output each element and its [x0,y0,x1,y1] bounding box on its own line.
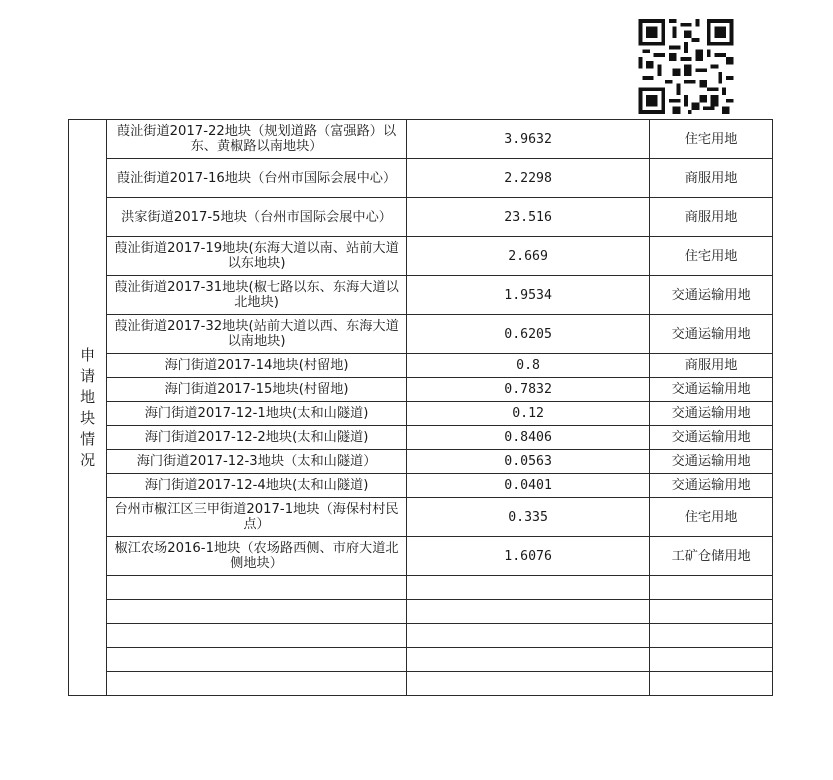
parcel-name: 葭沚街道2017-19地块(东海大道以南、站前大道以东地块) [107,237,407,276]
table-row [69,159,773,198]
table-row [69,474,773,498]
table-row [69,378,773,402]
parcel-use: 商服用地 [650,354,773,378]
parcel-area: 0.7832 [406,378,649,402]
table-row [69,354,773,378]
table-row [69,537,773,576]
parcel-use: 商服用地 [650,159,773,198]
parcel-name: 海门街道2017-12-4地块(太和山隧道) [107,474,407,498]
parcel-area: 0.12 [406,402,649,426]
parcel-area: 1.9534 [406,276,649,315]
table-row [69,198,773,237]
table-row [69,450,773,474]
parcel-area: 3.9632 [406,120,649,159]
table-row [69,315,773,354]
table-row [69,402,773,426]
parcel-name: 海门街道2017-14地块(村留地) [107,354,407,378]
parcel-use: 交通运输用地 [650,276,773,315]
parcel-name: 葭沚街道2017-16地块（台州市国际会展中心） [107,159,407,198]
parcel-use: 交通运输用地 [650,378,773,402]
parcel-area: 23.516 [406,198,649,237]
parcel-area: 0.0563 [406,450,649,474]
parcel-area: 0.0401 [406,474,649,498]
parcel-use: 交通运输用地 [650,426,773,450]
parcel-use: 交通运输用地 [650,402,773,426]
parcel-name: 葭沚街道2017-31地块(椒七路以东、东海大道以北地块) [107,276,407,315]
table-row [69,237,773,276]
table-row [69,276,773,315]
parcel-area: 0.8406 [406,426,649,450]
parcel-use: 交通运输用地 [650,450,773,474]
parcel-name: 海门街道2017-12-1地块(太和山隧道) [107,402,407,426]
empty-row [69,600,773,624]
parcel-name: 海门街道2017-15地块(村留地) [107,378,407,402]
parcel-use: 住宅用地 [650,120,773,159]
parcel-area: 1.6076 [406,537,649,576]
empty-row [69,576,773,600]
parcel-name: 台州市椒江区三甲街道2017-1地块（海保村村民点） [107,498,407,537]
parcel-name: 海门街道2017-12-3地块（太和山隧道） [107,450,407,474]
parcel-area: 2.2298 [406,159,649,198]
parcel-use: 交通运输用地 [650,315,773,354]
parcel-area: 0.6205 [406,315,649,354]
table-row [69,426,773,450]
qr-code-icon [637,19,735,114]
parcel-name: 洪家街道2017-5地块（台州市国际会展中心） [107,198,407,237]
land-parcel-table [68,119,773,696]
parcel-use: 住宅用地 [650,237,773,276]
empty-row [69,672,773,696]
empty-row [69,648,773,672]
parcel-use: 交通运输用地 [650,474,773,498]
table-row [69,498,773,537]
parcel-name: 葭沚街道2017-32地块(站前大道以西、东海大道以南地块) [107,315,407,354]
parcel-name: 葭沚街道2017-22地块（规划道路（富强路）以东、黄椒路以南地块） [107,120,407,159]
parcel-area: 0.8 [406,354,649,378]
section-label: 申请地块情况 [69,120,107,696]
parcel-use: 商服用地 [650,198,773,237]
parcel-name: 海门街道2017-12-2地块(太和山隧道) [107,426,407,450]
parcel-area: 0.335 [406,498,649,537]
parcel-name: 椒江农场2016-1地块（农场路西侧、市府大道北侧地块） [107,537,407,576]
table-row [69,120,773,159]
parcel-area: 2.669 [406,237,649,276]
parcel-use: 工矿仓储用地 [650,537,773,576]
empty-row [69,624,773,648]
parcel-use: 住宅用地 [650,498,773,537]
